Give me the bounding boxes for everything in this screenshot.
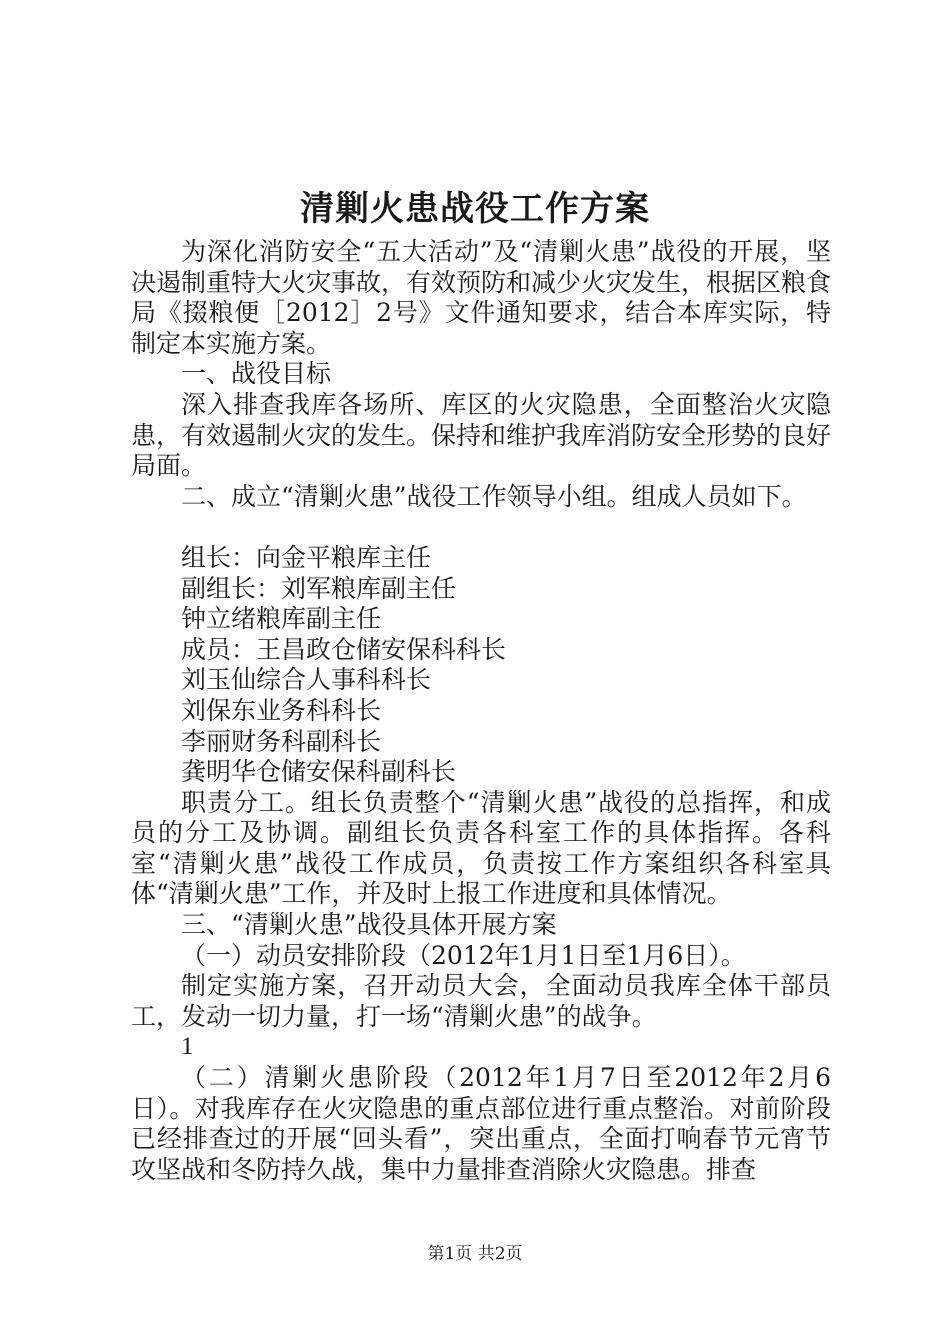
section3-heading: 三、“清剿火患”战役具体开展方案 [181, 910, 557, 940]
section1-paragraph: 深入排查我库各场所、库区的火灾隐患，全面整治火灾隐患，有效遏制火灾的发生。保持和维护我库消防安全形势的良好局面。 [131, 389, 832, 481]
intro-paragraph: 为深化消防安全“五大活动”及“清剿火患”战役的开展，坚决遏制重特大火灾事故，有效预防和减少火灾发生，根据区粮食局《掇粮便［2012］2号》文件通知要求，结合本库实际，特制定本实施方案。 [131, 237, 832, 358]
document-title: 清剿火患战役工作方案 [300, 189, 650, 229]
member-line: 李丽财务科副科长 [181, 726, 382, 756]
phase1-heading: （一）动员安排阶段（2012年1月1日至1月6日）。 [181, 940, 746, 970]
phase1-paragraph: 制定实施方案，召开动员大会，全面动员我库全体干部员工，发动一切力量，打一场“清剿火患”的战争。 [131, 971, 831, 1031]
page-marker: 1 [181, 1033, 194, 1061]
section2-heading: 二、成立“清剿火患”战役工作领导小组。组成人员如下。 [181, 481, 807, 511]
page-footer: 第1页 共2页 [427, 1244, 523, 1264]
member-line: 副组长：刘军粮库副主任 [181, 573, 457, 603]
member-line: 龚明华仓储安保科副科长 [181, 757, 457, 787]
member-line: 刘玉仙综合人事科科长 [181, 665, 432, 695]
member-line: 组长：向金平粮库主任 [181, 542, 432, 572]
duties-paragraph: 职责分工。组长负责整个“清剿火患”战役的总指挥，和成员的分工及协调。副组长负责各科室工作的具体指挥。各科室“清剿火患”战役工作成员，负责按工作方案组织各科室具体“清剿火患”工作，并及时上报工作进度和具体情况。 [131, 787, 831, 909]
member-line: 钟立绪粮库副主任 [181, 604, 382, 634]
member-line: 刘保东业务科科长 [181, 695, 382, 725]
document-body [131, 237, 831, 1185]
section1-heading: 一、战役目标 [181, 359, 332, 389]
member-line: 成员：王昌政仓储安保科科长 [181, 634, 507, 664]
phase2-paragraph: （二）清剿火患阶段（2012年1月7日至2012年2月6日）。对我库存在火灾隐患的重点部位进行重点整治。对前阶段已经排查过的开展“回头看”，突出重点，全面打响春节元宵节攻坚战和冬防持久战，集中力量排查消除火灾隐患。排查 [131, 1063, 831, 1184]
blank-line [131, 512, 831, 543]
